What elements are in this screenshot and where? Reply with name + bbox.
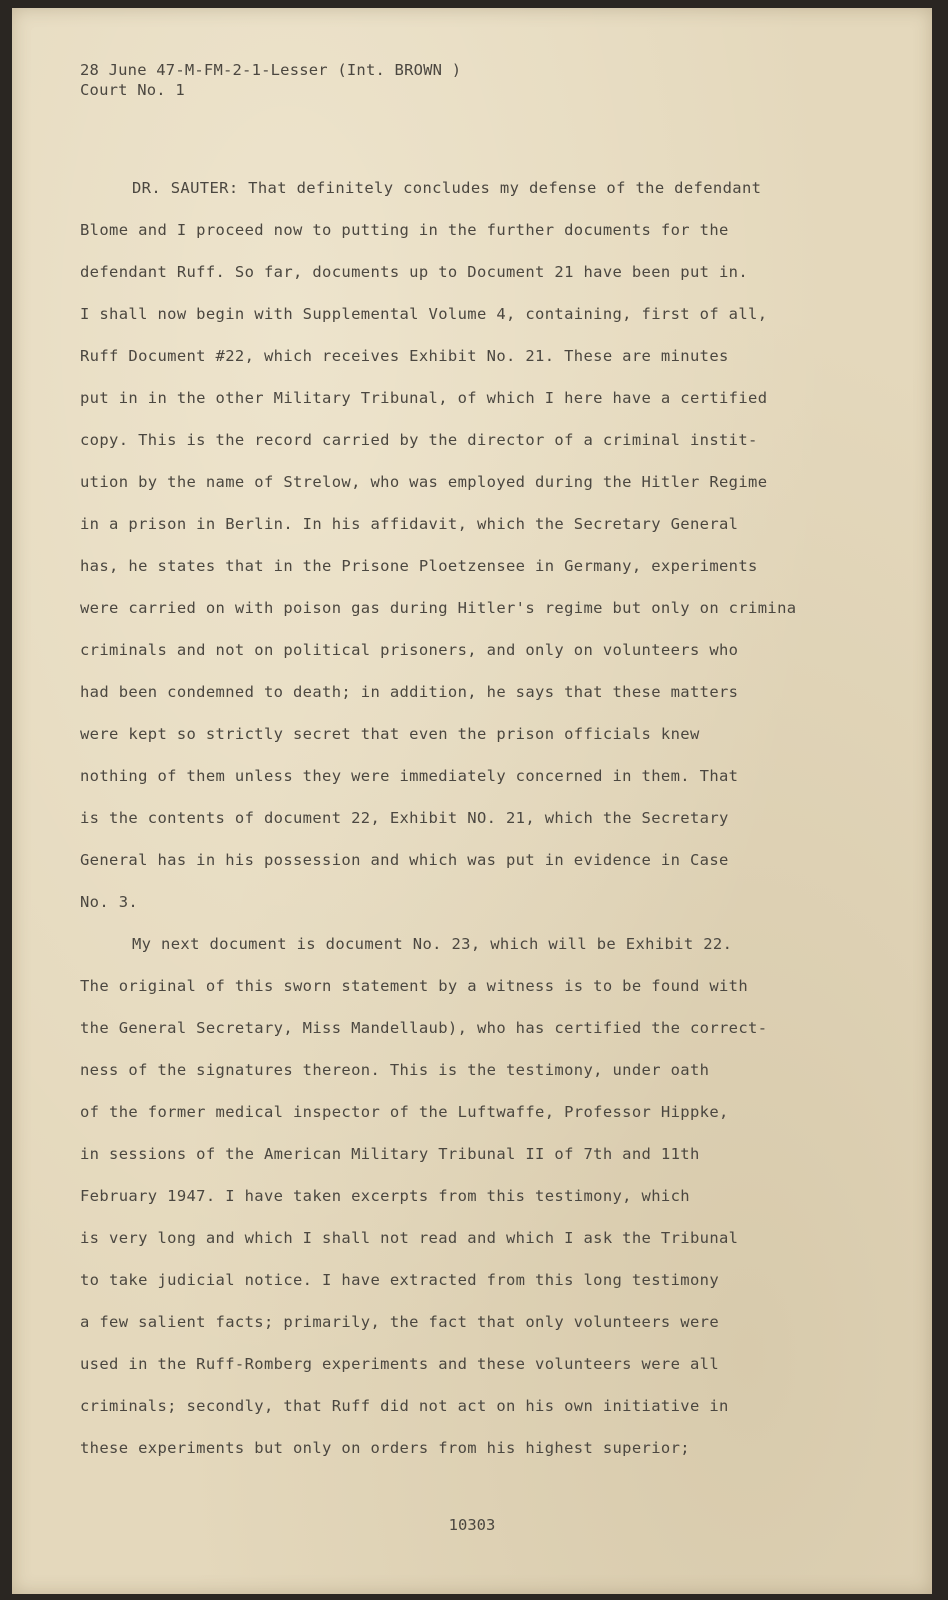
text-line: criminals and not on political prisoners, and only on volunteers who bbox=[80, 641, 739, 659]
text-line: has, he states that in the Prisone Ploetzensee in Germany, experiments bbox=[80, 557, 758, 575]
header-court-line: Court No. 1 bbox=[80, 81, 185, 99]
text-line: criminals; secondly, that Ruff did not act on his own initiative in bbox=[80, 1397, 729, 1415]
text-line: were kept so strictly secret that even the prison officials knew bbox=[80, 725, 700, 743]
text-line: Blome and I proceed now to putting in the further documents for the bbox=[80, 221, 729, 239]
document-header bbox=[80, 60, 461, 100]
text-line: is the contents of document 22, Exhibit NO. 21, which the Secretary bbox=[80, 809, 729, 827]
text-line: put in in the other Military Tribunal, of which I here have a certified bbox=[80, 389, 768, 407]
text-line: DR. SAUTER: That definitely concludes my defense of the defendant bbox=[132, 179, 762, 197]
text-line: My next document is document No. 23, which will be Exhibit 22. bbox=[132, 935, 733, 953]
text-line: in sessions of the American Military Tribunal II of 7th and 11th bbox=[80, 1145, 700, 1163]
text-line: The original of this sworn statement by a witness is to be found with bbox=[80, 977, 749, 995]
text-line: in a prison in Berlin. In his affidavit, which the Secretary General bbox=[80, 515, 739, 533]
text-line: of the former medical inspector of the Luftwaffe, Professor Hippke, bbox=[80, 1103, 729, 1121]
header-session-line: 28 June 47-M-FM-2-1-Lesser (Int. BROWN ) bbox=[80, 61, 462, 79]
text-line: Ruff Document #22, which receives Exhibit No. 21. These are minutes bbox=[80, 347, 729, 365]
text-line: these experiments but only on orders from his highest superior; bbox=[80, 1439, 690, 1457]
text-line: were carried on with poison gas during Hitler's regime but only on crimina bbox=[80, 599, 797, 617]
text-line: is very long and which I shall not read and which I ask the Tribunal bbox=[80, 1229, 739, 1247]
text-line: I shall now begin with Supplemental Volume 4, containing, first of all, bbox=[80, 305, 768, 323]
text-line: the General Secretary, Miss Mandellaub), who has certified the correct- bbox=[80, 1019, 768, 1037]
text-line: General has in his possession and which was put in evidence in Case bbox=[80, 851, 729, 869]
text-line: used in the Ruff-Romberg experiments and these volunteers were all bbox=[80, 1355, 719, 1373]
text-line: had been condemned to death; in addition, he says that these matters bbox=[80, 683, 739, 701]
text-line: a few salient facts; primarily, the fact that only volunteers were bbox=[80, 1313, 719, 1331]
text-line: copy. This is the record carried by the director of a criminal instit- bbox=[80, 431, 758, 449]
text-line: February 1947. I have taken excerpts from this testimony, which bbox=[80, 1187, 690, 1205]
text-line: No. 3. bbox=[80, 893, 139, 911]
text-line: ution by the name of Strelow, who was employed during the Hitler Regime bbox=[80, 473, 768, 491]
document-page bbox=[12, 8, 932, 1594]
text-line: to take judicial notice. I have extracted from this long testimony bbox=[80, 1271, 719, 1289]
page-number: 10303 bbox=[448, 1516, 496, 1534]
text-line: ness of the signatures thereon. This is the testimony, under oath bbox=[80, 1061, 710, 1079]
text-line: nothing of them unless they were immediately concerned in them. That bbox=[80, 767, 739, 785]
text-line: defendant Ruff. So far, documents up to Document 21 have been put in. bbox=[80, 263, 749, 281]
